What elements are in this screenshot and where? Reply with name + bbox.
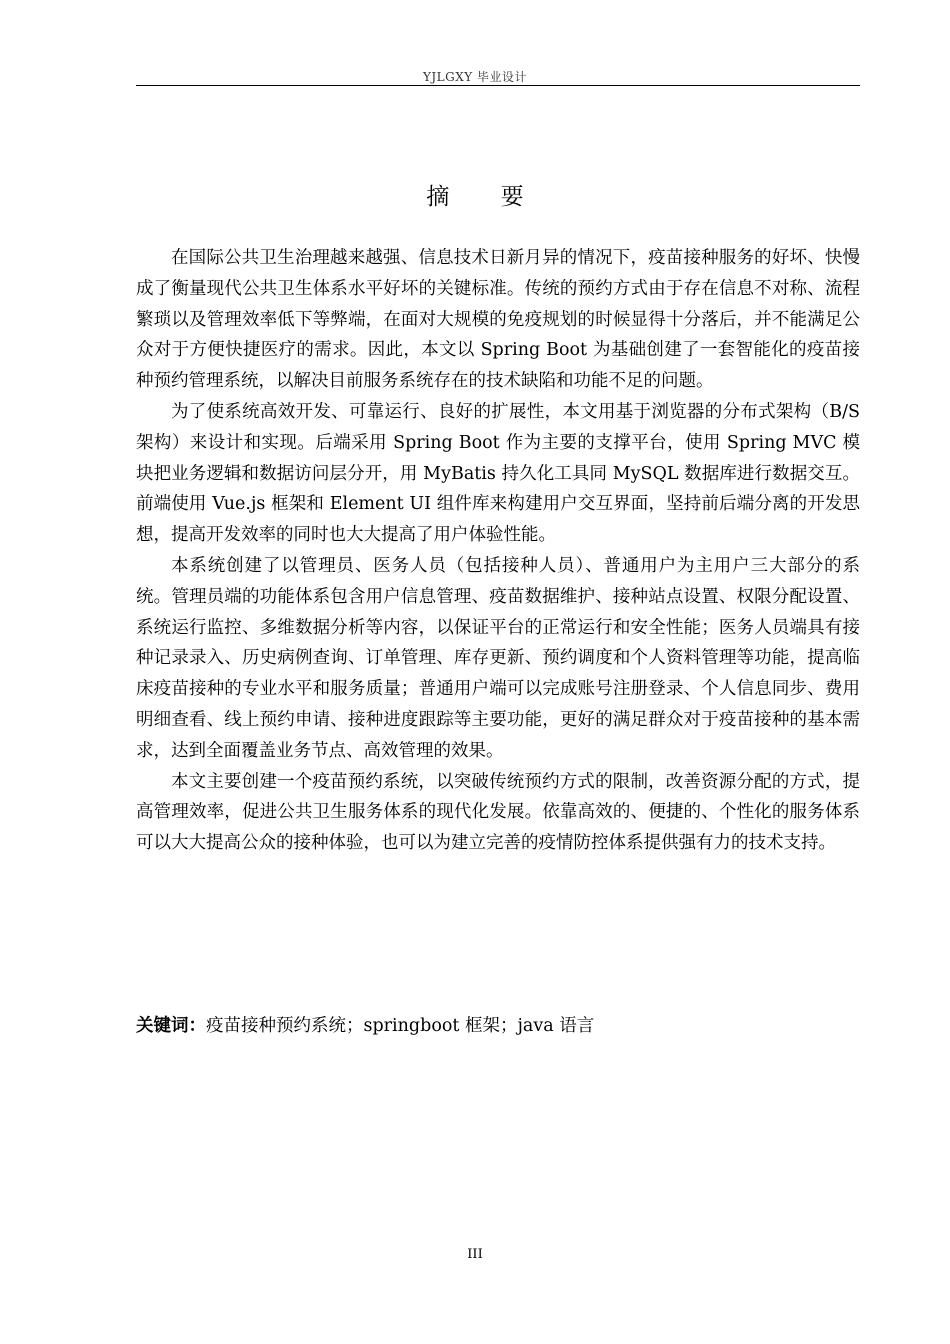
keywords-line — [136, 1011, 860, 1041]
abstract-body — [136, 243, 860, 859]
abstract-title: 摘 要 — [426, 184, 546, 210]
abstract-paragraph-3: 本系统创建了以管理员、医务人员（包括接种人员）、普通用户为主用户三大部分的系统。管理员端的功能体系包含用户信息管理、疫苗数据维护、接种站点设置、权限分配设置、系统运行监控、多维数据分析等内容，以保证平台的正常运行和安全性能；医务人员端具有接种记录录入、历史病例查询、订单管理、库存更新、预约调度和个人资料管理等功能，提高临床疫苗接种的专业水平和服务质量；普通用户端可以完成账号注册登录、个人信息同步、费用明细查看、线上预约申请、接种进度跟踪等主要功能，更好的满足群众对于疫苗接种的基本需求，达到全面覆盖业务节点、高效管理的效果。 — [136, 555, 860, 761]
abstract-paragraph-4: 本文主要创建一个疫苗预约系统，以突破传统预约方式的限制，改善资源分配的方式，提高管理效率，促进公共卫生服务体系的现代化发展。依靠高效的、便捷的、个性化的服务体系可以大大提高公众的接种体验，也可以为建立完善的疫情防控体系提供强有力的技术支持。 — [136, 771, 860, 854]
keywords-value: 疫苗接种预约系统；springboot 框架；java 语言 — [206, 1016, 595, 1036]
abstract-paragraph-1: 在国际公共卫生治理越来越强、信息技术日新月异的情况下，疫苗接种服务的好坏、快慢成了衡量现代公共卫生体系水平好坏的关键标准。传统的预约方式由于存在信息不对称、流程繁琐以及管理效率低下等弊端，在面对大规模的免疫规划的时候显得十分落后，并不能满足公众对于方便快捷医疗的需求。因此，本文以 Spring Boot 为基础创建了一套智能化的疫苗接种预约管理系统，以解决目前服务系统存在的技术缺陷和功能不足的问题。 — [136, 248, 860, 392]
page-header: YJLGXY 毕业设计 — [422, 70, 528, 84]
keywords-label: 关键词： — [136, 1016, 206, 1036]
abstract-paragraph-2: 为了使系统高效开发、可靠运行、良好的扩展性，本文用基于浏览器的分布式架构（B/S 架构）来设计和实现。后端采用 Spring Boot 作为主要的支撑平台，使用 Spring MVC 模块把业务逻辑和数据访问层分开，用 MyBatis 持久化工具同 MySQL 数据库进行数据交互。前端使用 Vue.js 框架和 Element UI 组件库来构建用户交互界面，坚持前后端分离的开发思想，提高开发效率的同时也大大提高了用户体验性能。 — [136, 401, 860, 546]
page-number: III — [467, 1247, 483, 1262]
header-divider — [136, 85, 860, 86]
